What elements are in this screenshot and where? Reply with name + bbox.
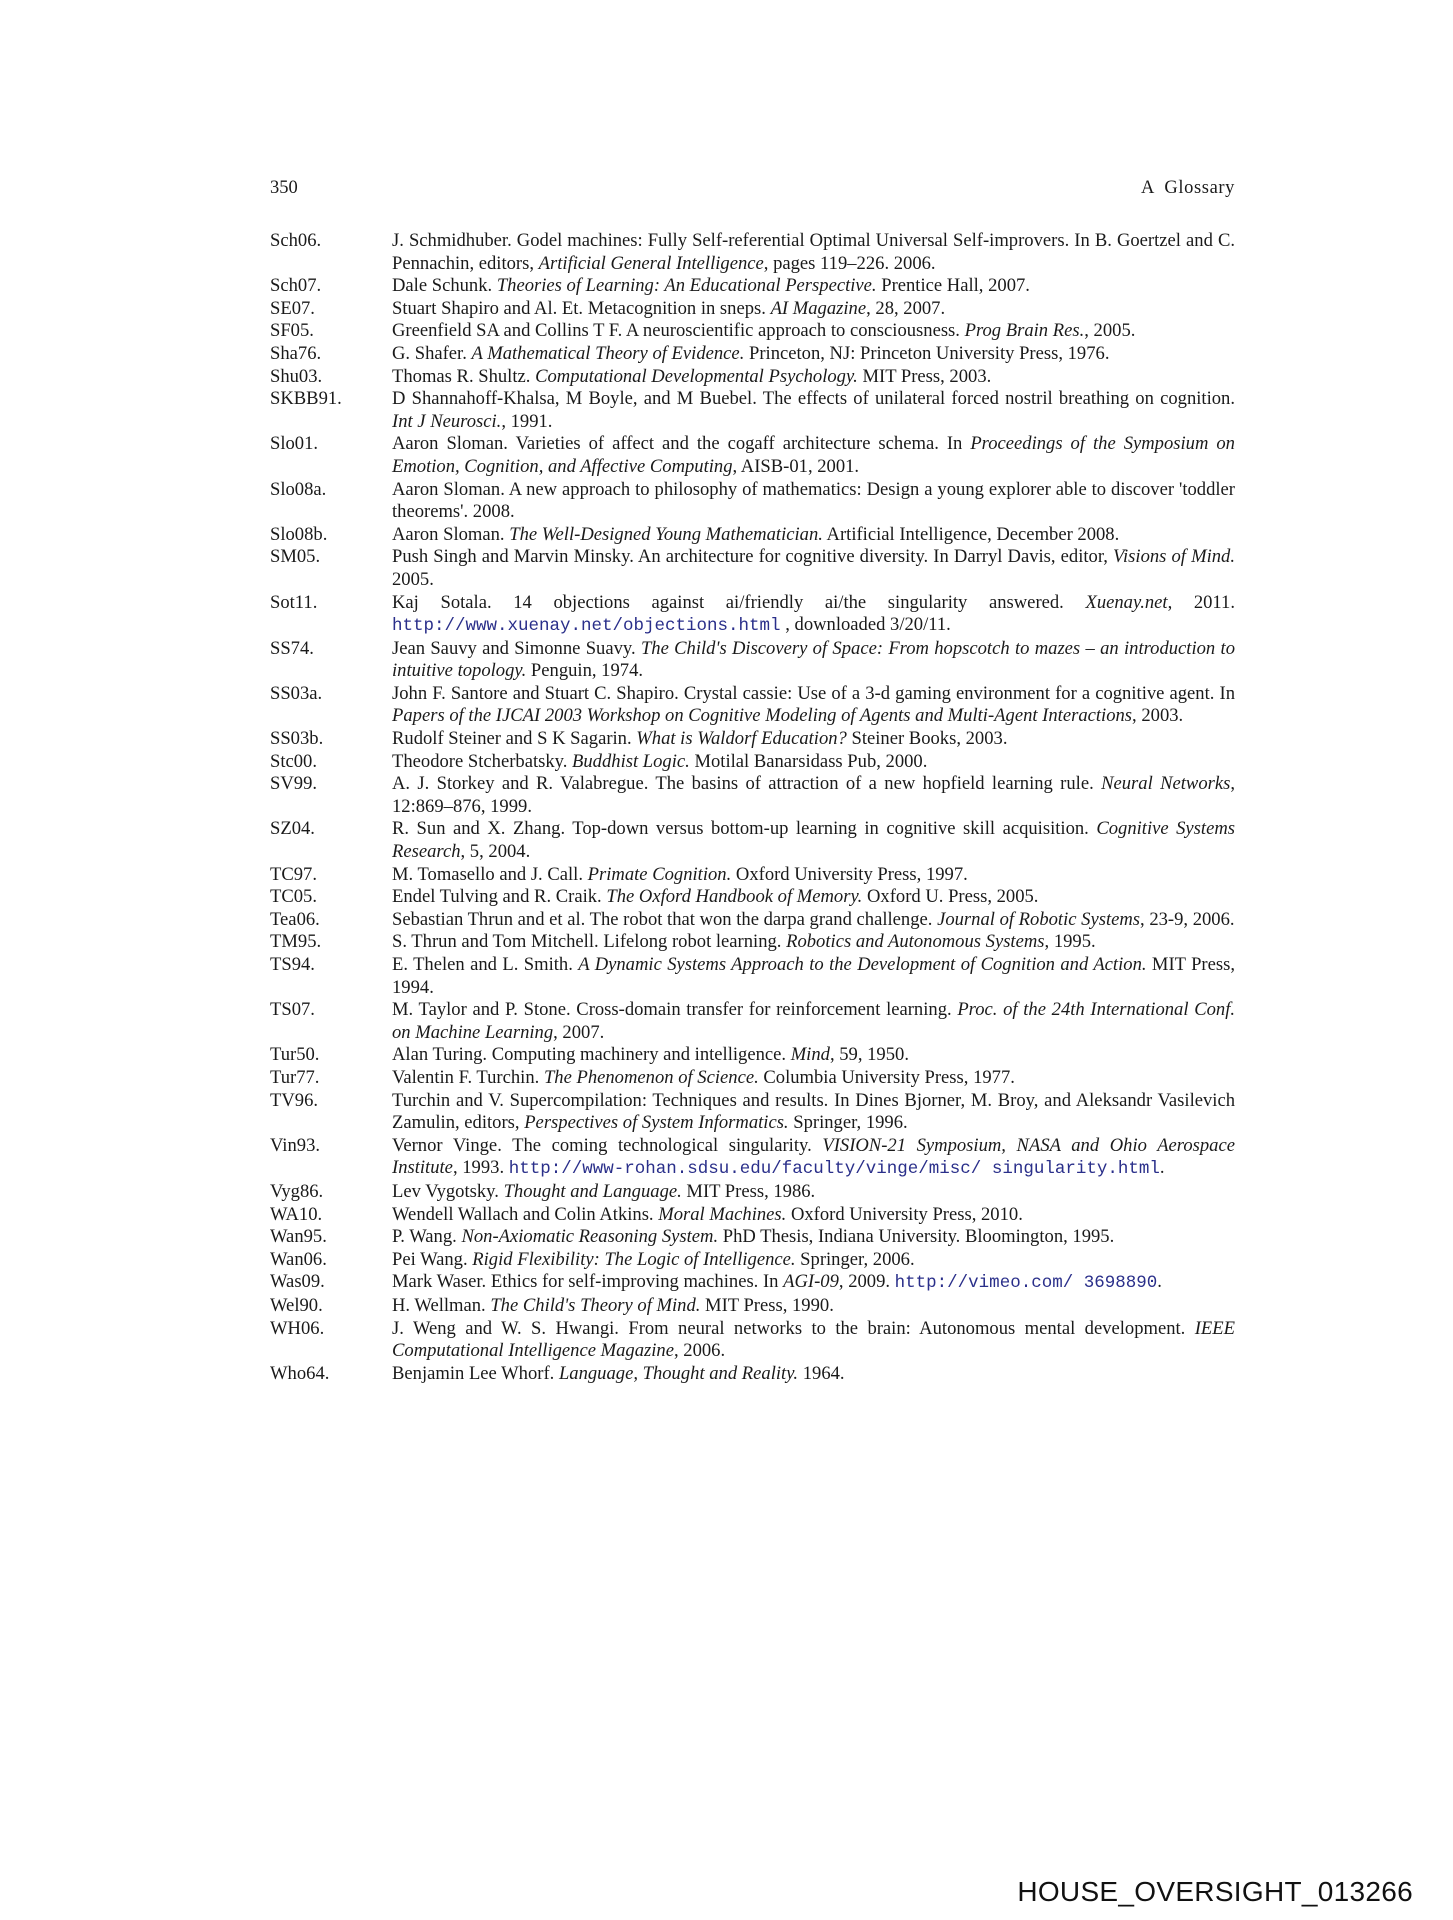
reference-entry (270, 1363, 1235, 1386)
reference-entry (270, 886, 1235, 909)
reference-text (392, 1067, 1235, 1090)
reference-key: Sot11. (270, 591, 318, 613)
reference-text-segment: R. Sun and X. Zhang. Top-down versus bottom-up learning in cognitive skill acquisition. (392, 818, 1097, 840)
reference-text (392, 1204, 1235, 1227)
reference-text-segment: Kaj Sotala. 14 objections against ai/friendly ai/the singularity answered. (392, 591, 1086, 613)
reference-text (392, 1363, 1235, 1386)
reference-key: Slo08b. (270, 523, 328, 545)
reference-key: Tur77. (270, 1066, 320, 1088)
reference-text-segment: M. Tomasello and J. Call. (392, 863, 588, 885)
reference-key: Wel90. (270, 1294, 323, 1316)
reference-entry (270, 546, 1235, 591)
reference-title: The Child's Theory of Mind. (490, 1294, 701, 1316)
reference-key: Stc00. (270, 750, 318, 772)
reference-text-segment: P. Wang. (392, 1226, 462, 1248)
reference-entry (270, 954, 1235, 999)
reference-url-link[interactable]: http://www.xuenay.net/objections.html (392, 616, 781, 637)
reference-text-segment: Alan Turing. Computing machinery and intelligence. (392, 1044, 791, 1066)
reference-title: Proc. of the 24th International Conf. on Machine Learning (392, 999, 1236, 1043)
reference-text (392, 683, 1235, 728)
reference-text (392, 1135, 1235, 1181)
reference-text-segment: Valentin F. Turchin. (392, 1066, 544, 1088)
reference-entry (270, 931, 1235, 954)
reference-text (392, 479, 1235, 524)
reference-text-segment: Prentice Hall, 2007. (876, 275, 1030, 297)
reference-entry (270, 1044, 1235, 1067)
reference-entry (270, 1318, 1235, 1363)
reference-text (392, 999, 1235, 1044)
reference-key: Tur50. (270, 1044, 320, 1066)
reference-text-segment: MIT Press, 1994. (392, 954, 1235, 998)
reference-key: Vin93. (270, 1134, 321, 1156)
reference-entry (270, 818, 1235, 863)
reference-entry (270, 683, 1235, 728)
reference-entry (270, 343, 1235, 366)
reference-key: TS94. (270, 954, 315, 975)
reference-text (392, 275, 1235, 298)
reference-text-segment: Wendell Wallach and Colin Atkins. (392, 1203, 659, 1225)
reference-key: Sha76. (270, 342, 322, 364)
reference-title: Artificial General Intelligence (538, 252, 764, 274)
reference-title: Computational Developmental Psychology. (535, 365, 858, 387)
reference-text (392, 818, 1235, 863)
reference-key: Tea06. (270, 908, 320, 930)
reference-title: IEEE Computational Intelligence Magazine (392, 1317, 1235, 1362)
reference-text (392, 1044, 1235, 1067)
reference-key: Who64. (270, 1362, 330, 1384)
reference-entry (270, 320, 1235, 343)
reference-title: Buddhist Logic. (572, 750, 690, 772)
reference-entry (270, 1090, 1235, 1135)
reference-key: WH06. (270, 1317, 325, 1339)
reference-entry (270, 1067, 1235, 1090)
reference-text-segment: Aaron Sloman. (392, 523, 510, 545)
reference-text (392, 366, 1235, 389)
reference-text-segment: Aaron Sloman. Varieties of affect and the cogaff architecture schema. In (392, 433, 971, 455)
reference-text (392, 1249, 1235, 1272)
reference-key: SZ04. (270, 818, 315, 840)
reference-key: TC05. (270, 886, 318, 908)
reference-title: Language, Thought and Reality. (558, 1362, 799, 1384)
reference-entry (270, 1181, 1235, 1204)
reference-title: Robotics and Autonomous Systems (786, 931, 1045, 953)
reference-text-segment: Columbia University Press, 1977. (758, 1066, 1015, 1088)
reference-text (392, 388, 1235, 433)
reference-text-segment: Springer, 2006. (795, 1248, 915, 1270)
reference-text (392, 1295, 1235, 1318)
reference-key: TS07. (270, 999, 315, 1021)
reference-text-segment: MIT Press, 1986. (681, 1180, 816, 1202)
reference-text-segment: , 5, 2004. (460, 841, 531, 863)
reference-entry (270, 524, 1235, 547)
reference-key: SS03a. (270, 682, 323, 704)
reference-title: Perspectives of System Informatics. (524, 1112, 789, 1134)
reference-title: The Child's Discovery of Space: From hopscotch to mazes – an introduction to intuitive topology. (392, 637, 1235, 682)
reference-title: Xuenay.net (1085, 591, 1168, 613)
reference-text (392, 909, 1235, 932)
reference-text-segment: H. Wellman. (392, 1294, 491, 1316)
reference-title: Proceedings of the Symposium on Emotion, Cognition, and Affective Computing (392, 433, 1235, 477)
reference-title: Theories of Learning: An Educational Perspective. (496, 275, 877, 297)
reference-text-segment: E. Thelen and L. Smith. (392, 954, 579, 975)
page-header (270, 178, 1235, 202)
reference-entry (270, 1295, 1235, 1318)
reference-text-segment: , AISB-01, 2001. (732, 455, 860, 477)
reference-text (392, 931, 1235, 954)
reference-text-segment: , 23-9, 2006. (1140, 908, 1235, 930)
reference-text-segment: J. Schmidhuber. Godel machines: Fully Self-referential Optimal Universal Self-improvers. In B. Goertzel and C. Pennachin, editors, (392, 230, 1235, 274)
reference-text-segment: Push Singh and Marvin Minsky. An architecture for cognitive diversity. In Darryl Davis, editor, (392, 546, 1114, 568)
reference-text-segment: . (1157, 1271, 1162, 1293)
reference-text (392, 546, 1235, 591)
reference-text (392, 728, 1235, 751)
reference-entry (270, 388, 1235, 433)
reference-title: Cognitive Systems Research (392, 818, 1235, 863)
reference-text-segment: Thomas R. Shultz. (392, 365, 536, 387)
reference-text-segment: John F. Santore and Stuart C. Shapiro. Crystal cassie: Use of a 3-d gaming environment for a cognitive agent. In (392, 682, 1235, 704)
reference-entry (270, 1271, 1235, 1295)
reference-text (392, 230, 1235, 275)
reference-key: SKBB91. (270, 388, 342, 410)
reference-text (392, 638, 1235, 683)
reference-text-segment: Oxford U. Press, 2005. (862, 886, 1039, 908)
reference-key: SV99. (270, 773, 318, 795)
reference-text (392, 592, 1235, 638)
reference-entry (270, 592, 1235, 638)
reference-title: Neural Networks (1101, 773, 1231, 795)
reference-text (392, 773, 1235, 818)
reference-key: SS74. (270, 637, 314, 659)
reference-text-segment: Aaron Sloman. A new approach to philosophy of mathematics: Design a young explorer able to discover 'toddler theorems'. 2008. (392, 478, 1235, 523)
reference-entry (270, 1226, 1235, 1249)
reference-text (392, 433, 1235, 478)
reference-text-segment: . (1159, 1157, 1165, 1179)
reference-entry (270, 275, 1235, 298)
reference-key: Shu03. (270, 365, 323, 387)
reference-key: SS03b. (270, 728, 324, 750)
reference-text-segment: M. Taylor and P. Stone. Cross-domain transfer for reinforcement learning. (392, 999, 958, 1021)
reference-title: Non-Axiomatic Reasoning System. (461, 1226, 719, 1248)
reference-key: Slo01. (270, 433, 319, 455)
running-title: A Glossary (1141, 178, 1235, 198)
reference-entry (270, 751, 1235, 774)
reference-entry (270, 1204, 1235, 1227)
reference-title: Rigid Flexibility: The Logic of Intelligence. (472, 1248, 796, 1270)
reference-text-segment: MIT Press, 1990. (700, 1294, 834, 1316)
reference-text-segment: , 2007. (553, 1021, 605, 1043)
reference-title: Thought and Language. (503, 1180, 682, 1202)
reference-title: Visions of Mind. (1113, 546, 1235, 568)
reference-text-segment: , downloaded 3/20/11. (780, 614, 951, 636)
reference-text-segment: 1964. (798, 1362, 845, 1384)
reference-entry (270, 638, 1235, 683)
reference-text-segment: A. J. Storkey and R. Valabregue. The basins of attraction of a new hopfield learning rule. (392, 773, 1102, 795)
reference-text-segment: J. Weng and W. S. Hwangi. From neural networks to the brain: Autonomous mental development. (392, 1317, 1195, 1339)
reference-text-segment: , 2003. (1132, 705, 1184, 727)
reference-url-link[interactable]: http://vimeo.com/ 3698890 (894, 1273, 1158, 1294)
reference-entry (270, 728, 1235, 751)
reference-key: TM95. (270, 931, 322, 953)
reference-text-segment: , 59, 1950. (829, 1044, 909, 1066)
reference-text-segment: Rudolf Steiner and S K Sagarin. (392, 728, 637, 750)
reference-text-segment: Steiner Books, 2003. (846, 728, 1008, 750)
reference-text-segment: D Shannahoff-Khalsa, M Boyle, and M Buebel. The effects of unilateral forced nostril breathing on cognition. (392, 388, 1235, 410)
reference-text-segment: Penguin, 1974. (526, 660, 644, 682)
reference-text-segment: Oxford University Press, 1997. (731, 863, 968, 885)
reference-title: The Phenomenon of Science. (543, 1066, 759, 1088)
reference-text-segment: Jean Sauvy and Simonne Suavy. (392, 637, 641, 659)
page-number: 350 (270, 178, 298, 198)
reference-text-segment: Artificial Intelligence, December 2008. (822, 523, 1120, 545)
reference-title: The Well-Designed Young Mathematician. (509, 523, 823, 545)
reference-text-segment: Motilal Banarsidass Pub, 2000. (689, 750, 928, 772)
reference-title: Papers of the IJCAI 2003 Workshop on Cognitive Modeling of Agents and Multi-Agent Interactions (392, 705, 1133, 727)
reference-text (392, 751, 1235, 774)
reference-text-segment: , 28, 2007. (866, 297, 946, 319)
reference-key: TV96. (270, 1089, 319, 1111)
reference-text (392, 864, 1235, 887)
reference-entry (270, 230, 1235, 275)
reference-text (392, 524, 1235, 547)
reference-text-segment: S. Thrun and Tom Mitchell. Lifelong robot learning. (392, 931, 787, 953)
reference-text-segment: Sebastian Thrun and et al. The robot that won the darpa grand challenge. (392, 908, 938, 930)
reference-entry (270, 909, 1235, 932)
reference-text-segment: Dale Schunk. (392, 275, 497, 297)
reference-title: Journal of Robotic Systems (937, 908, 1141, 930)
reference-title: The Oxford Handbook of Memory. (606, 886, 863, 908)
reference-entry (270, 1135, 1235, 1181)
reference-text (392, 1226, 1235, 1249)
reference-text (392, 1318, 1235, 1363)
reference-text-segment: Greenfield SA and Collins T F. A neuroscientific approach to consciousness. (392, 320, 965, 342)
reference-text (392, 886, 1235, 909)
reference-entry (270, 366, 1235, 389)
reference-key: SF05. (270, 320, 314, 342)
reference-url-link[interactable]: http://www-rohan.sdsu.edu/faculty/vinge/misc/ singularity.html (508, 1159, 1160, 1180)
reference-text-segment: , 2011. (1167, 591, 1235, 613)
reference-key: Sch06. (270, 230, 322, 251)
reference-title: What is Waldorf Education? (636, 728, 847, 750)
reference-key: Sch07. (270, 275, 322, 297)
reference-text (392, 954, 1235, 999)
reference-list (270, 230, 1235, 1385)
reference-entry (270, 999, 1235, 1044)
reference-text-segment: Stuart Shapiro and Al. Et. Metacognition in sneps. (392, 297, 771, 319)
reference-text (392, 1271, 1235, 1295)
reference-key: SM05. (270, 546, 321, 568)
reference-text-segment: MIT Press, 2003. (857, 365, 992, 387)
reference-text-segment: , 2006. (673, 1340, 726, 1362)
reference-text-segment: , 12:869–876, 1999. (392, 773, 1235, 817)
reference-text-segment: 2005. (392, 568, 434, 590)
reference-text-segment: Theodore Stcherbatsky. (392, 750, 573, 772)
reference-key: Wan95. (270, 1226, 327, 1248)
reference-title: Prog Brain Res. (964, 320, 1085, 342)
reference-title: AI Magazine (770, 297, 867, 319)
bates-stamp: HOUSE_OVERSIGHT_013266 (1017, 1876, 1413, 1907)
reference-text (392, 1181, 1235, 1204)
reference-text-segment: Mark Waser. Ethics for self-improving machines. In (392, 1271, 784, 1293)
reference-text-segment: Endel Tulving and R. Craik. (392, 886, 607, 908)
reference-text-segment: Springer, 1996. (788, 1112, 908, 1134)
reference-title: Moral Machines. (658, 1203, 787, 1225)
reference-text-segment: Vernor Vinge. The coming technological singularity. (392, 1134, 823, 1156)
reference-title: Primate Cognition. (587, 863, 732, 885)
reference-text-segment: , pages 119–226. 2006. (763, 252, 936, 274)
reference-text (392, 320, 1235, 343)
reference-title: VISION-21 Symposium, NASA and Ohio Aerospace Institute (392, 1134, 1235, 1179)
reference-text (392, 1090, 1235, 1135)
reference-key: Slo08a. (270, 478, 327, 500)
reference-key: Was09. (270, 1271, 325, 1293)
reference-text-segment: , 1993. (452, 1157, 509, 1179)
reference-text-segment: Princeton, NJ: Princeton University Press, 1976. (744, 342, 1110, 364)
reference-text-segment: Benjamin Lee Whorf. (392, 1362, 559, 1384)
reference-title: AGI-09 (783, 1271, 839, 1293)
reference-text-segment: , 1991. (501, 410, 553, 432)
reference-title: Mind (790, 1044, 830, 1066)
reference-title: A Mathematical Theory of Evidence. (471, 342, 745, 364)
reference-key: Wan06. (270, 1248, 327, 1270)
reference-title: A Dynamic Systems Approach to the Development of Cognition and Action. (578, 954, 1147, 975)
reference-text-segment: Pei Wang. (392, 1248, 473, 1270)
reference-text-segment: PhD Thesis, Indiana University. Bloomington, 1995. (718, 1226, 1115, 1248)
reference-title: Int J Neurosci. (392, 410, 502, 432)
reference-text (392, 343, 1235, 366)
reference-text-segment: , 2009. (838, 1271, 895, 1293)
reference-text-segment: G. Shafer. (392, 342, 472, 364)
reference-text-segment: Oxford University Press, 2010. (786, 1203, 1023, 1225)
reference-entry (270, 433, 1235, 478)
reference-entry (270, 298, 1235, 321)
reference-entry (270, 864, 1235, 887)
reference-entry (270, 773, 1235, 818)
reference-text-segment: , 1995. (1044, 931, 1096, 953)
reference-text-segment: Turchin and V. Supercompilation: Techniques and results. In Dines Bjorner, M. Broy, and Aleksandr Vasilevich Zamulin, editors, (392, 1089, 1235, 1134)
reference-text-segment: Lev Vygotsky. (392, 1180, 504, 1202)
reference-key: TC97. (270, 863, 318, 885)
reference-entry (270, 479, 1235, 524)
reference-key: Vyg86. (270, 1180, 324, 1202)
reference-entry (270, 1249, 1235, 1272)
reference-text-segment: , 2005. (1084, 320, 1136, 342)
reference-key: WA10. (270, 1203, 323, 1225)
reference-text (392, 298, 1235, 321)
reference-key: SE07. (270, 297, 315, 319)
